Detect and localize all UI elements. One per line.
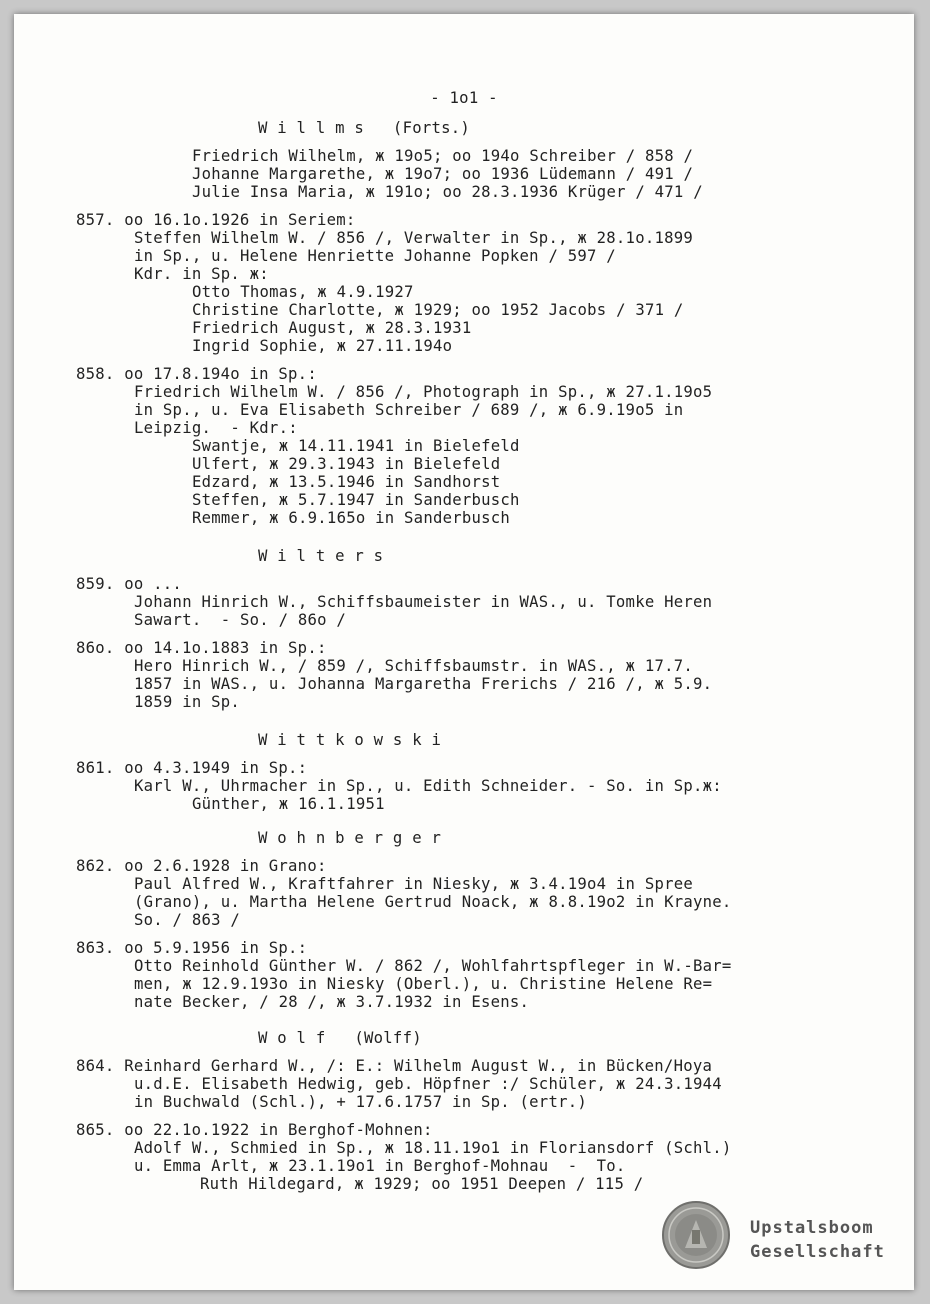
text-line: Paul Alfred W., Kraftfahrer in Niesky, ж 3.4.19o4 in Spree [134, 875, 694, 893]
text-line: in Sp., u. Helene Henriette Johanne Popken / 597 / [134, 247, 616, 265]
text-line: W i t t k o w s k i [258, 731, 442, 749]
text-line: Friedrich Wilhelm, ж 19o5; oo 194o Schreiber / 858 / [192, 147, 694, 165]
text-line: Friedrich August, ж 28.3.1931 [192, 319, 472, 337]
watermark-line-2: Gesellschaft [750, 1242, 885, 1262]
text-line: Johanne Margarethe, ж 19o7; oo 1936 Lüdemann / 491 / [192, 165, 694, 183]
text-line: Sawart. - So. / 86o / [134, 611, 347, 629]
text-line: Hero Hinrich W., / 859 /, Schiffsbaumstr. in WAS., ж 17.7. [134, 657, 694, 675]
text-line: u.d.E. Elisabeth Hedwig, geb. Höpfner :/ Schüler, ж 24.3.1944 [134, 1075, 722, 1093]
text-line: Günther, ж 16.1.1951 [192, 795, 385, 813]
text-line: Ingrid Sophie, ж 27.11.194o [192, 337, 453, 355]
text-line: Ruth Hildegard, ж 1929; oo 1951 Deepen / 115 / [200, 1175, 644, 1193]
text-line: (Grano), u. Martha Helene Gertrud Noack, ж 8.8.19o2 in Krayne. [134, 893, 732, 911]
text-line: u. Emma Arlt, ж 23.1.19o1 in Berghof-Mohnau - To. [134, 1157, 626, 1175]
text-line: in Sp., u. Eva Elisabeth Schreiber / 689 /, ж 6.9.19o5 in [134, 401, 684, 419]
text-line: Friedrich Wilhelm W. / 856 /, Photograph in Sp., ж 27.1.19o5 [134, 383, 713, 401]
text-line: W i l l m s (Forts.) [258, 119, 471, 137]
text-line: Christine Charlotte, ж 1929; oo 1952 Jacobs / 371 / [192, 301, 684, 319]
text-line: Ulfert, ж 29.3.1943 in Bielefeld [192, 455, 501, 473]
text-line: Julie Insa Maria, ж 191o; oo 28.3.1936 Krüger / 471 / [192, 183, 703, 201]
text-line: Johann Hinrich W., Schiffsbaumeister in WAS., u. Tomke Heren [134, 593, 713, 611]
text-line: So. / 863 / [134, 911, 241, 929]
text-line: W i l t e r s [258, 547, 384, 565]
text-line: Steffen, ж 5.7.1947 in Sanderbusch [192, 491, 520, 509]
page-number: - 1o1 - [430, 89, 498, 107]
text-line: Otto Reinhold Günther W. / 862 /, Wohlfahrtspfleger in W.-Bar= [134, 957, 732, 975]
text-line: in Buchwald (Schl.), + 17.6.1757 in Sp. (ertr.) [134, 1093, 587, 1111]
text-line: 857. oo 16.1o.1926 in Seriem: [76, 211, 356, 229]
text-line: 864. Reinhard Gerhard W., /: E.: Wilhelm August W., in Bücken/Hoya [76, 1057, 713, 1075]
text-line: Adolf W., Schmied in Sp., ж 18.11.19o1 in Floriansdorf (Schl.) [134, 1139, 732, 1157]
text-line: Otto Thomas, ж 4.9.1927 [192, 283, 414, 301]
text-line: Swantje, ж 14.11.1941 in Bielefeld [192, 437, 520, 455]
text-line: men, ж 12.9.193o in Niesky (Oberl.), u. Christine Helene Re= [134, 975, 713, 993]
text-line: W o h n b e r g e r [258, 829, 442, 847]
text-line: Remmer, ж 6.9.165o in Sanderbusch [192, 509, 511, 527]
watermark-line-1: Upstalsboom [750, 1218, 874, 1238]
text-line: 862. oo 2.6.1928 in Grano: [76, 857, 327, 875]
text-line: Leipzig. - Kdr.: [134, 419, 298, 437]
text-line: 863. oo 5.9.1956 in Sp.: [76, 939, 308, 957]
text-line: nate Becker, / 28 /, ж 3.7.1932 in Esens. [134, 993, 530, 1011]
text-line: Karl W., Uhrmacher in Sp., u. Edith Schneider. - So. in Sp.ж: [134, 777, 722, 795]
upstalsboom-seal-icon [661, 1200, 731, 1270]
text-line: W o l f (Wolff) [258, 1029, 422, 1047]
text-line: Edzard, ж 13.5.1946 in Sandhorst [192, 473, 501, 491]
document-page [14, 14, 914, 1290]
text-line: 861. oo 4.3.1949 in Sp.: [76, 759, 308, 777]
text-line: 86o. oo 14.1o.1883 in Sp.: [76, 639, 327, 657]
text-line: 865. oo 22.1o.1922 in Berghof-Mohnen: [76, 1121, 433, 1139]
text-line: 1859 in Sp. [134, 693, 241, 711]
text-line: Steffen Wilhelm W. / 856 /, Verwalter in Sp., ж 28.1o.1899 [134, 229, 694, 247]
text-line: 859. oo ... [76, 575, 183, 593]
text-line: 1857 in WAS., u. Johanna Margaretha Frerichs / 216 /, ж 5.9. [134, 675, 713, 693]
text-line: Kdr. in Sp. ж: [134, 265, 269, 283]
text-line: 858. oo 17.8.194o in Sp.: [76, 365, 317, 383]
